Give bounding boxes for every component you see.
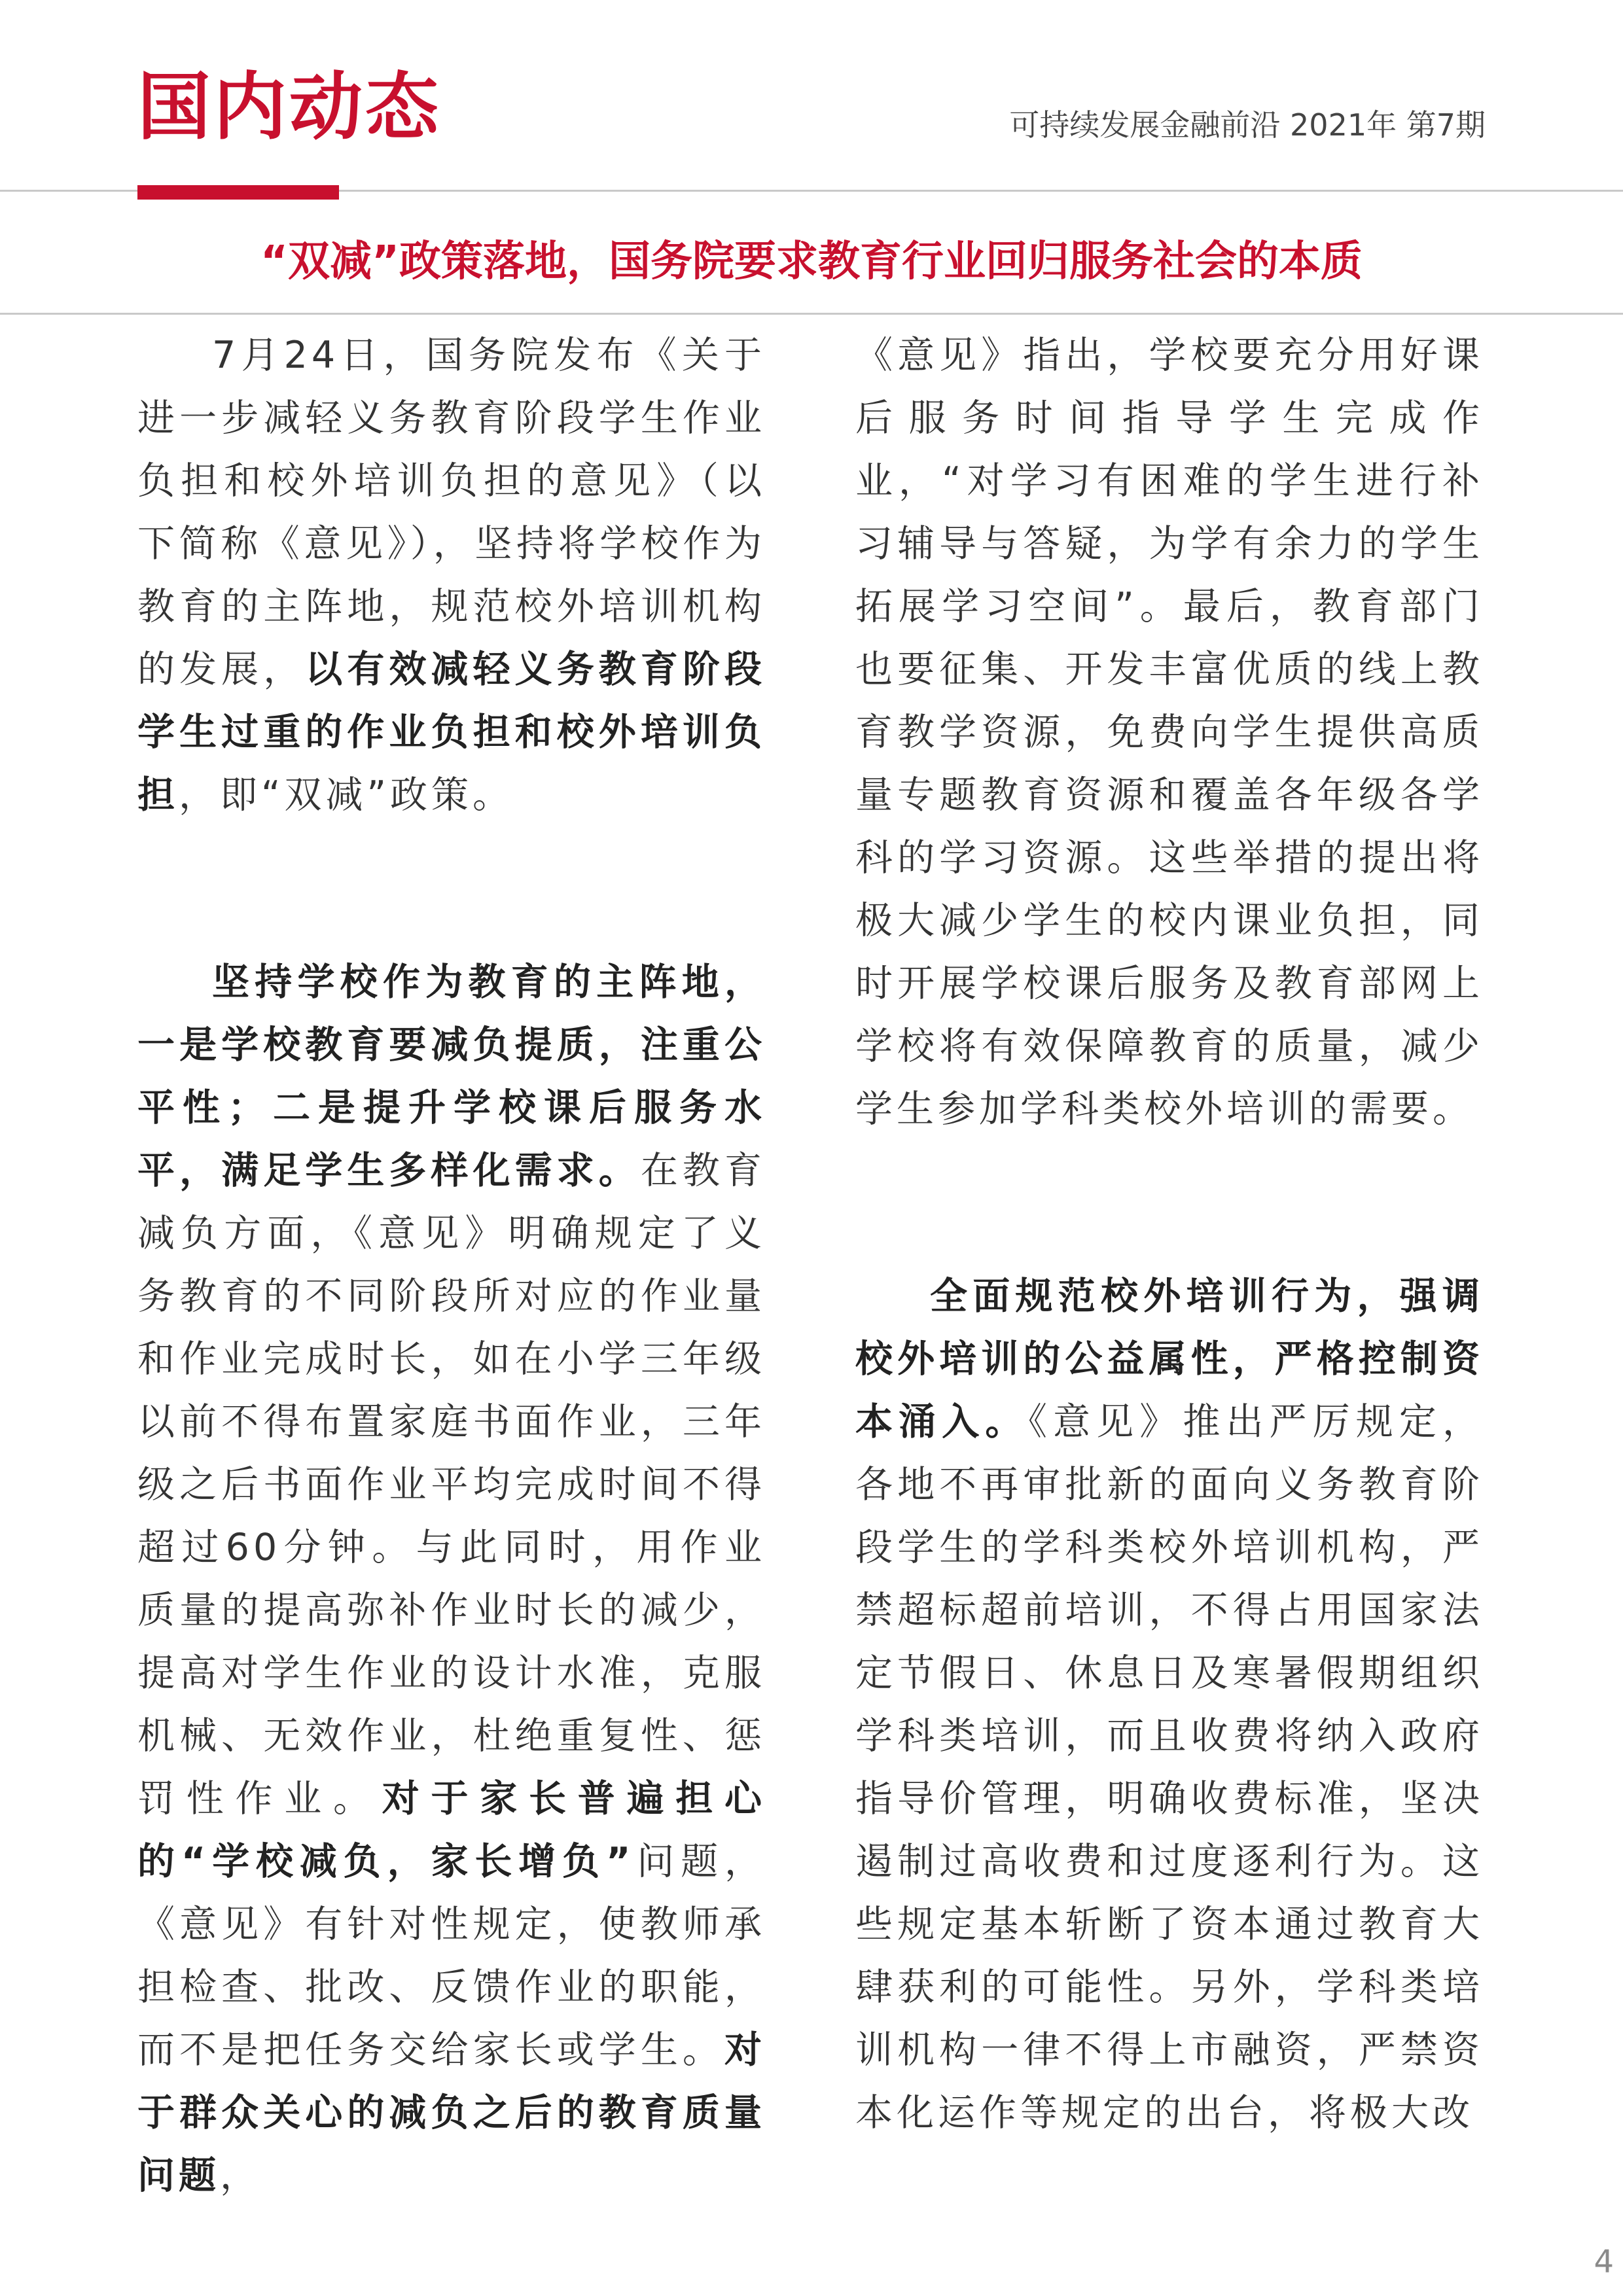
right-paragraph-1: 《意见》指出，学校要充分用好课后服务时间指导学生完成作业，“对学习有困难的学生进行补习辅导与答疑，为学有余力的学生拓展学习空间”。最后，教育部门也要征集、开发丰富优质的线上教育教学资源，免费向学生提供高质量专题教育资源和覆盖各年级各学科的学习资源。这些举措的提出将极大减少学生的校内课业负担，同时开展学校课后服务及教育部网上学校将有效保障教育的质量，减少学生参加学科类校外培训的需要。 — [855, 334, 1484, 1131]
bold-run: 坚持学校作为教育的主阵地，一是学校教育要减负提质，注重公平性；二是提升学校课后服务水平，满足学生多样化需求。 — [137, 961, 766, 1192]
page-number: 4 — [1594, 2244, 1614, 2280]
bold-run: 全面规范校外培训行为，强调校外培训的公益属性，严格控制资本涌入。 — [855, 1275, 1484, 1443]
text-run: ， — [220, 2154, 261, 2197]
text-run: 《意见》推出严厉规定，各地不再审批新的面向义务教育阶段学生的学科类校外培训机构，严禁超标超前培训，不得占用国家法定节假日、休息日及寒暑假期组织学科类培训，而且收费将纳入政府指导价管理，明确收费标准，坚决遏制过高收费和过度逐利行为。这些规定基本斩断了资本通过教育大肆获利的可能性。另外，学科类培训机构一律不得上市融资，严禁资本化运作等规定的出台，将极大改 — [855, 1400, 1484, 2134]
left-column — [137, 324, 766, 2248]
text-run: 在教育减负方面，《意见》明确规定了义务教育的不同阶段所对应的作业量和作业完成时长，如在小学三年级以前不得布置家庭书面作业，三年级之后书面作业平均完成时间不得超过60分钟。与此同时，用作业质量的提高弥补作业时长的减少，提高对学生作业的设计水准，克服机械、无效作业，杜绝重复性、惩罚性作业。 — [137, 1149, 766, 1820]
text-run: 问题，《意见》有针对性规定，使教师承担检查、批改、反馈作业的职能，而不是把任务交给家长或学生。 — [137, 1840, 766, 2072]
header-accent-bar — [137, 185, 339, 200]
article-headline: “双减”政策落地，国务院要求教育行业回归服务社会的本质 — [260, 238, 1363, 286]
left-paragraph-2 — [137, 951, 766, 2207]
bold-run: 对于家长普遍担心的“学校减负，家长增负” — [137, 1777, 766, 1883]
section-title: 国内动态 — [137, 65, 441, 150]
headline-divider — [0, 313, 1623, 315]
bold-run: 对于群众关心的减负之后的教育质量问题 — [137, 2028, 766, 2197]
left-paragraph-1 — [137, 324, 766, 826]
paragraph-spacer — [855, 1140, 1484, 1265]
text-run: 7月24日，国务院发布《关于进一步减轻义务教育阶段学生作业负担和校外培训负担的意见》（以下简称《意见》），坚持将学校作为教育的主阵地，规范校外培训机构的发展， — [137, 334, 766, 691]
bold-run: 以有效减轻义务教育阶段学生过重的作业负担和校外培训负担 — [137, 648, 766, 817]
right-paragraph-2 — [855, 1265, 1484, 2144]
paragraph-spacer — [137, 826, 766, 951]
publication-info: 可持续发展金融前沿 2021年 第7期 — [1009, 107, 1486, 143]
right-column — [855, 324, 1484, 2248]
text-run: ，即“双减”政策。 — [179, 773, 514, 817]
